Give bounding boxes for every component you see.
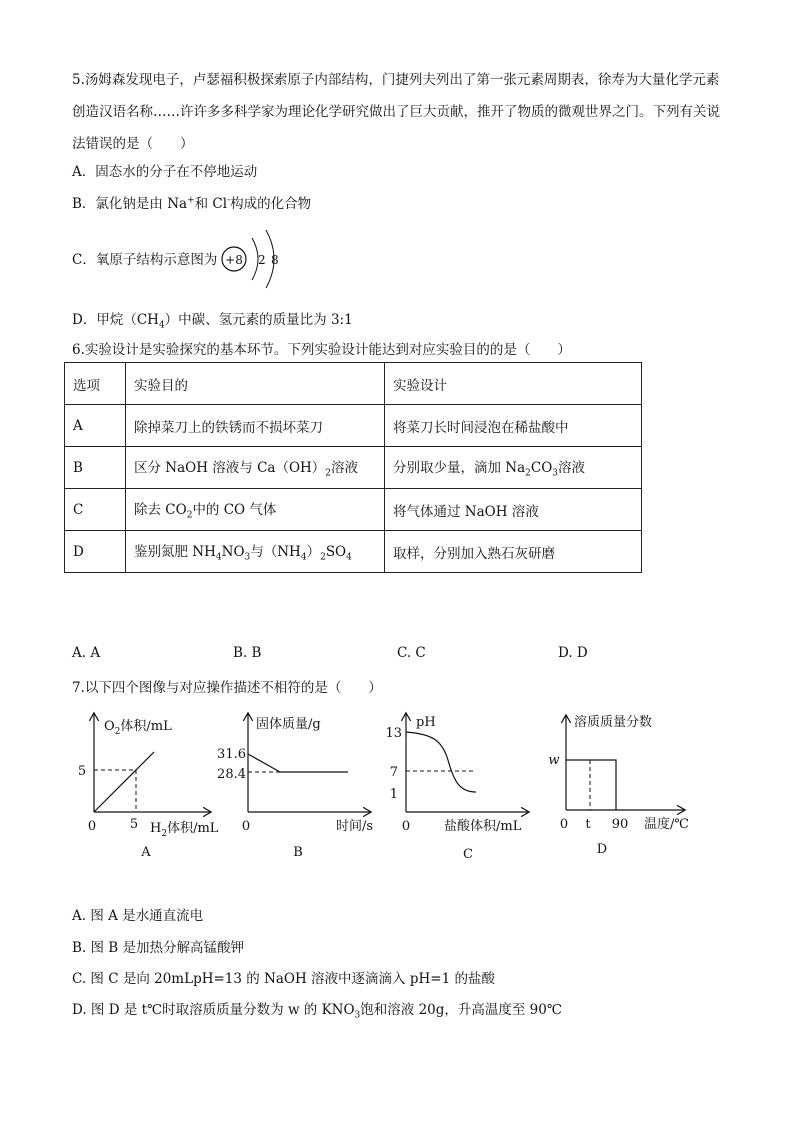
svg-text:5: 5 (129, 817, 139, 832)
header-design: 实验设计 (385, 363, 642, 405)
svg-text:0: 0 (241, 819, 251, 834)
q7-stem: 7.以下四个图像与对应操作描述不相符的是（ ） (72, 680, 382, 696)
header-option: 选项 (65, 363, 126, 405)
svg-text:31.6: 31.6 (217, 747, 246, 762)
svg-text:D: D (596, 842, 608, 857)
svg-text:温度/℃: 温度/℃ (644, 817, 689, 832)
table-row: A 除掉菜刀上的铁锈而不损坏菜刀 将菜刀长时间浸泡在稀盐酸中 (65, 405, 642, 447)
svg-text:0: 0 (401, 819, 411, 834)
graph-c (380, 706, 550, 866)
oxygen-atom-diagram (218, 226, 288, 290)
q7-option-d: D. 图 D 是 t℃时取溶质质量分数为 w 的 $KNO_3$饱和溶液 20g，升高温度至 90℃ (72, 1002, 562, 1021)
q6-stem: 6.实验设计是实验探究的基本环节。下列实验设计能达到对应实验目的的是（ ） (72, 342, 571, 358)
q6-answer-d: D. D (558, 645, 588, 661)
svg-text:7: 7 (389, 765, 398, 780)
svg-text:8: 8 (271, 253, 279, 267)
table-row: D 鉴别氮肥 $NH_4NO_3$与$(NH_4)_2SO_4$ 取样，分别加入熟石灰研磨 (65, 531, 642, 573)
svg-text:90: 90 (611, 817, 629, 832)
svg-text:盐酸体积/mL: 盐酸体积/mL (444, 819, 522, 834)
svg-text:pH: pH (416, 715, 436, 730)
table-row: C 除去 $CO_2$中的 CO 气体 将气体通过 NaOH 溶液 (65, 489, 642, 531)
svg-text:1: 1 (389, 787, 398, 802)
svg-text:+8: +8 (225, 253, 243, 267)
svg-text:B: B (293, 845, 303, 860)
svg-text:C: C (463, 847, 473, 862)
svg-text:5: 5 (77, 764, 87, 779)
experiment-table (64, 362, 642, 573)
q6-answer-a: A. A (72, 645, 101, 661)
q6-answer-b: B. B (233, 645, 262, 661)
svg-text:13: 13 (385, 726, 402, 741)
q5-option-d: D．甲烷$(CH_4)$中碳、氢元素的质量比为 3:1 (72, 312, 353, 331)
header-goal: 实验目的 (126, 363, 385, 405)
svg-text:t: t (585, 817, 591, 832)
q5-option-a: A．固态水的分子在不停地运动 (72, 164, 258, 180)
svg-text:溶质质量分数: 溶质质量分数 (574, 715, 653, 730)
svg-text:A: A (141, 845, 151, 860)
q7-option-b: B. 图 B 是加热分解高锰酸钾 (72, 940, 245, 956)
svg-text:2: 2 (258, 253, 266, 267)
q5-stem: 5.汤姆森发现电子，卢瑟福积极探索原子内部结构，门捷列夫列出了第一张元素周期表，徐寿为大量化学元素创造汉语名称……许许多多科学家为理论化学研究做出了巨大贡献，推开了物质的微观世界之门。下列有关说法错误的是（ ） (72, 72, 720, 152)
q6-answer-c: C. C (397, 645, 426, 661)
svg-text:时间/s: 时间/s (336, 819, 374, 834)
q5-option-c: C．氧原子结构示意图为 (72, 252, 218, 268)
svg-text:w: w (548, 753, 560, 768)
q5-option-b: B．氯化钠是由 Na+和 Cl-构成的化合物 (72, 195, 312, 212)
table-row: B 区分 NaOH 溶液与 $Ca(OH)_2$溶液 分别取少量，滴加 $Na_2CO_3$溶液 (65, 447, 642, 489)
graph-a (70, 706, 230, 866)
svg-text:H2体积/mL: $H_2$体积/mL (150, 821, 219, 839)
svg-text:28.4: 28.4 (217, 767, 246, 782)
svg-text:0: 0 (559, 817, 569, 832)
table-header-row (65, 363, 642, 405)
svg-text:固体质量/g: 固体质量/g (256, 717, 321, 732)
graph-b (217, 706, 392, 866)
q7-option-c: C. 图 C 是向 20mLpH=13 的 NaOH 溶液中逐滴滴入 pH=1 的盐酸 (72, 971, 495, 987)
q7-option-a: A. 图 A 是水通直流电 (72, 908, 204, 924)
svg-text:0: 0 (87, 819, 97, 834)
svg-text:O2体积/mL: $O_2$体积/mL (104, 719, 172, 737)
graph-d (540, 706, 710, 866)
